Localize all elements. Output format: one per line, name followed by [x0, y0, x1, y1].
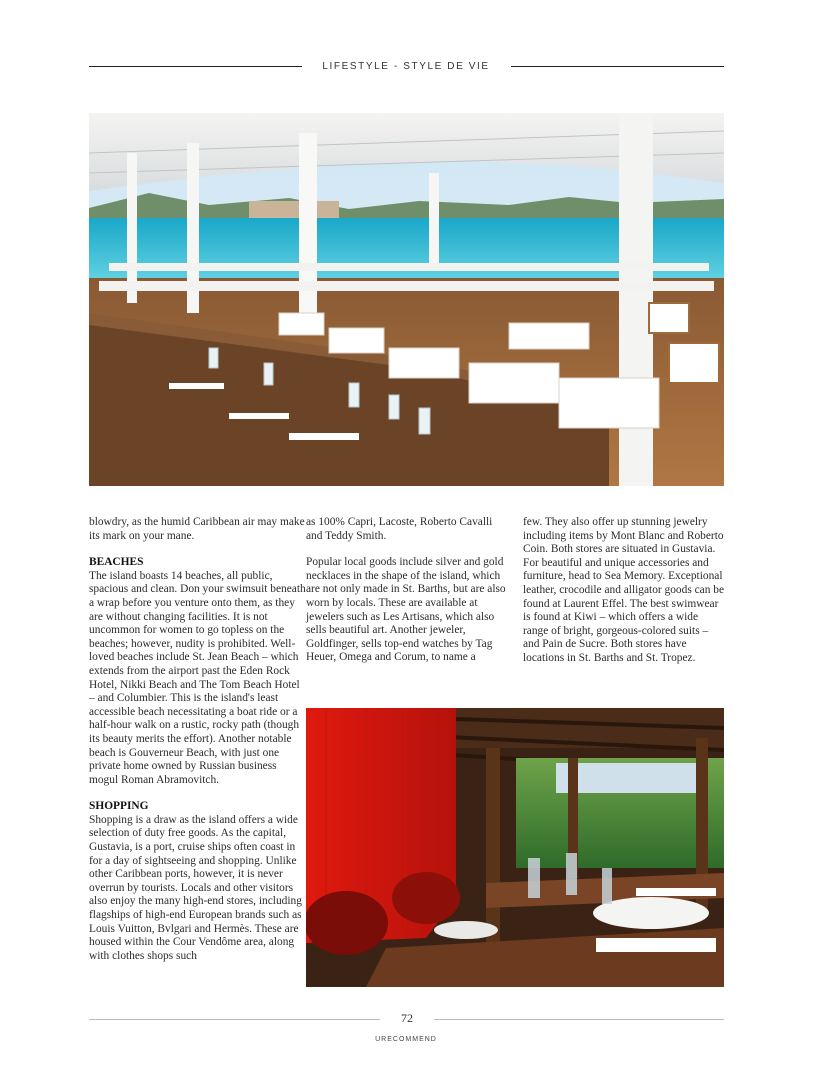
- stores-paragraph: few. They also offer up stunning jewelry including items by Mont Blanc and Roberto Coin. Both stores are situated in Gustavia. For beautiful and unique accessories and furniture, head to Sea Memory. Exceptional leather, crocodile and alligator goods can be found at Laurent Effel. The best swimwear is found at Kiwi – which offers a wide range of bright, gorgeous-colored suits – and Pain de Sucre. Both stores have locations in St. Barths and St. Tropez.: [523, 516, 725, 664]
- beach-restaurant-photo: [89, 113, 724, 486]
- beaches-heading: BEACHES: [89, 556, 144, 569]
- footer-rule-left: [89, 1019, 385, 1020]
- text-column-3: [523, 516, 724, 679]
- header-rule-right: [511, 66, 724, 67]
- beaches-paragraph: The island boasts 14 beaches, all public, spacious and clean. Don your swimsuit beneath a wrap before you venture onto them, as they are without changing facilities. It is not uncommon for women to go topless on the beaches; however, nudity is prohibited. Well-loved beaches include St. Jean Beach – which extends from the airport past the Eden Rock Hotel, Nikki Beach and The Tom Beach Hotel – and Columbier. This is the island's least accessible beach necessitating a boat ride or a half-hour walk on a rustic, rocky path (though its beauty merits the effort). Another notable beach is Gouverneur Beach, with just one private home owned by Russian business mogul Roman Abramovitch.: [89, 569, 306, 786]
- header-rule-left: [89, 66, 302, 67]
- shopping-heading: SHOPPING: [89, 800, 149, 813]
- page-number: 72: [380, 1011, 434, 1026]
- text-column-1: [89, 516, 307, 976]
- local-goods-paragraph: Popular local goods include silver and gold necklaces in the shape of the island, which are not only made in St. Barths, but are also worn by locals. These are available at jewelers such as Les Artisans, which also sells beautiful art. Another jeweler, Goldfinger, sells top-end watches by Tag Heuer, Omega and Corum, to name a: [306, 556, 506, 664]
- intro-paragraph: blowdry, as the humid Caribbean air may make its mark on your mane.: [89, 516, 305, 542]
- shopping-paragraph: Shopping is a draw as the island offers a wide selection of duty free goods. As the capital, Gustavia, is a port, cruise ships often coast in for a day of sightseeing and shopping. Unlike other Caribbean ports, however, it is never overrun by tourists. Locals and other visitors also enjoy the many high-end stores, including flagships of high-end European brands such as Louis Vuitton, Bvlgari and Hermès. These are housed within the Cour Vendôme area, along with clothes shops such: [89, 813, 302, 962]
- text-column-2: [306, 516, 507, 678]
- footer-rule-right: [429, 1019, 724, 1020]
- restaurant-interior-photo: [306, 708, 724, 987]
- section-title: LIFESTYLE - STYLE DE VIE: [322, 61, 490, 72]
- footer-brand: URECOMMEND: [375, 1036, 437, 1043]
- brands-paragraph: as 100% Capri, Lacoste, Roberto Cavalli and Teddy Smith.: [306, 516, 493, 542]
